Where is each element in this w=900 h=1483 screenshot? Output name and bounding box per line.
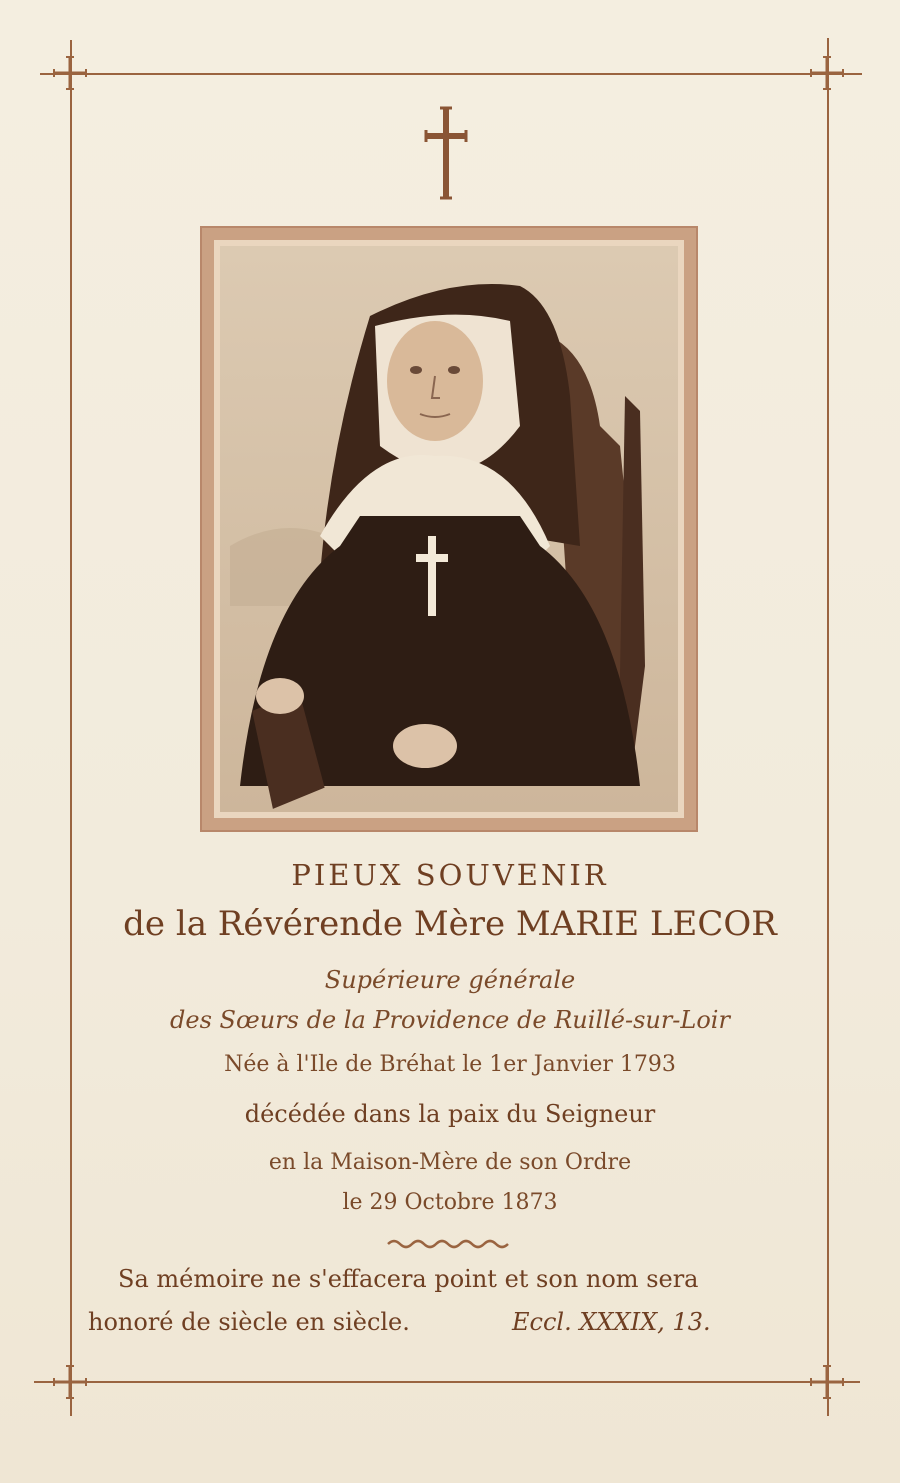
name-line: de la Révérende Mère MARIE LECOR (123, 904, 777, 944)
death-line: décédée dans la paix du Seigneur (244, 1100, 656, 1128)
place-line: en la Maison-Mère de son Ordre (268, 1150, 632, 1175)
role-line: Supérieure générale (324, 966, 576, 994)
border-bottom (34, 1381, 860, 1383)
cross-icon (422, 102, 470, 202)
corner-cross-icon (807, 1362, 847, 1402)
squiggle-ornament (384, 1236, 514, 1252)
nun-portrait-image (220, 246, 678, 812)
date-line: le 29 Octobre 1873 (342, 1190, 558, 1215)
quote-line-2: honoré de siècle en siècle. (88, 1308, 410, 1336)
corner-cross-icon (50, 53, 90, 93)
quote-line-1: Sa mémoire ne s'effacera point et son nom sera (118, 1265, 699, 1293)
scripture-reference: Eccl. XXXIX, 13. (512, 1308, 711, 1336)
corner-cross-icon (807, 53, 847, 93)
card-title: PIEUX SOUVENIR (291, 858, 609, 892)
portrait-photo (220, 246, 678, 812)
portrait-frame (214, 240, 684, 818)
congregation-line: des Sœurs de la Providence de Ruillé-sur-Loir (170, 1006, 730, 1034)
border-top (40, 73, 862, 75)
corner-cross-icon (50, 1362, 90, 1402)
portrait-mount (200, 226, 698, 832)
birth-line: Née à l'Ile de Bréhat le 1er Janvier 1793 (224, 1052, 676, 1077)
